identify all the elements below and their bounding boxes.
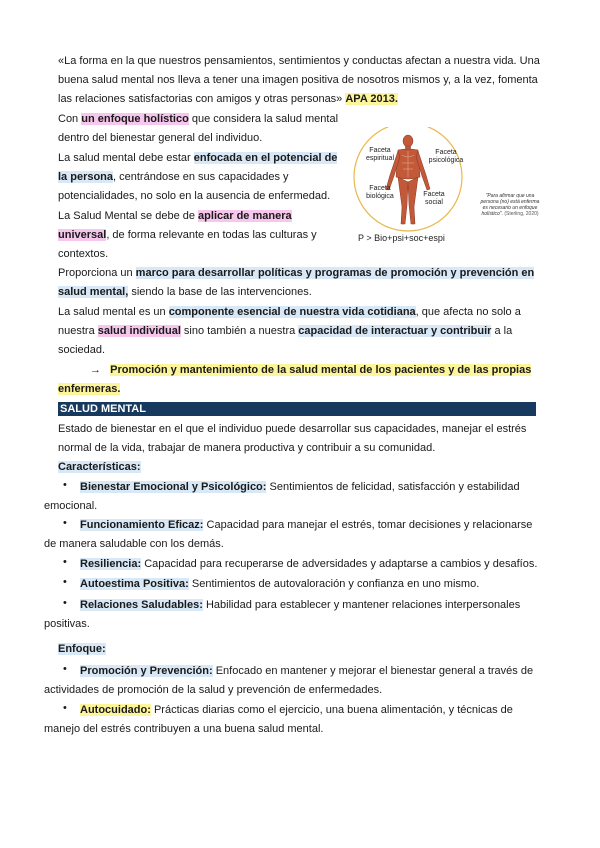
holistic-line-1 <box>58 110 338 130</box>
char-item-3 <box>80 555 537 575</box>
bullet-icon: • <box>63 479 67 491</box>
label-faceta-social: Faceta social <box>423 191 445 206</box>
char-item-1 <box>80 478 536 498</box>
potential-pre: La salud mental debe estar <box>58 152 194 164</box>
char-item-2-term: Funcionamiento Eficaz: <box>80 519 204 531</box>
approach-item-2-text: Prácticas diarias como el ejercicio, una buena alimentación, y técnicas de <box>150 704 513 716</box>
potential-highlight-1: enfocada en el potencial de <box>193 152 338 164</box>
bullet-icon: • <box>63 556 67 568</box>
bullet-icon: • <box>63 576 67 588</box>
characteristics-title <box>58 458 141 478</box>
label-faceta-psicologica: Faceta psicológica <box>428 149 464 164</box>
intro-quote-line-2: buena salud mental nos lleva a tener una imagen positiva de nosotros mismos y, a la vez, fomenta <box>58 74 538 86</box>
component-line2-mid: sino también a nuestra <box>180 325 299 337</box>
component-line-1 <box>58 303 521 323</box>
component-pre: La salud mental es un <box>58 306 169 318</box>
char-item-1-text: Sentimientos de felicidad, satisfacción y estabilidad <box>266 481 520 493</box>
approach-item-2 <box>80 701 536 721</box>
potential-line-1 <box>58 149 337 169</box>
char-item-5-text: Habilidad para establecer y mantener relaciones interpersonales <box>202 599 521 611</box>
label-faceta-biologica: Faceta biológica <box>366 185 394 200</box>
component-line-2 <box>58 322 512 342</box>
intro-quote-line-3 <box>58 90 398 110</box>
potential-line-2 <box>58 168 336 188</box>
figure-caption: P > Bio+psi+soc+espi <box>358 233 445 243</box>
framework-highlight-1: marco para desarrollar políticas y programas de promoción y prevención en <box>135 267 535 279</box>
bullet-icon: • <box>63 663 67 675</box>
framework-line-1 <box>58 264 534 284</box>
universal-post: , de forma relevante en todas las culturas y <box>106 229 317 241</box>
approach-item-2-cont: manejo del estrés contribuyen a una buena salud mental. <box>44 723 324 735</box>
universal-pre: La Salud Mental se debe de <box>58 210 199 222</box>
approach-item-1-cont: actividades de promoción de la salud y prevención de enfermedades. <box>44 684 383 696</box>
char-item-3-term: Resiliencia: <box>80 558 142 570</box>
figure-quote-source: (Sterling, 2020) <box>504 211 539 217</box>
framework-post: siendo la base de las intervenciones. <box>128 286 312 298</box>
component-highlight-1: componente esencial de nuestra vida cotidiana <box>168 306 416 318</box>
approach-item-1 <box>80 662 536 682</box>
figure-quote <box>478 193 542 217</box>
holistic-highlight: un enfoque holístico <box>81 113 189 125</box>
framework-pre: Proporciona un <box>58 267 136 279</box>
intro-quote-text: las relaciones satisfactorias con amigos y otras personas» <box>58 93 346 105</box>
char-item-2-cont: de manera saludable con los demás. <box>44 538 224 550</box>
holistic-post: que considera la salud mental <box>188 113 339 125</box>
universal-line-3: contextos. <box>58 248 109 260</box>
component-line2-post: a la <box>491 325 513 337</box>
potential-post: , centrándose en sus capacidades y <box>113 171 289 183</box>
promotion-highlight-2: enfermeras. <box>58 383 121 395</box>
universal-highlight-2: universal <box>58 229 107 241</box>
promotion-line-1 <box>90 361 531 381</box>
char-item-2 <box>80 516 536 536</box>
universal-line-2 <box>58 226 336 246</box>
char-item-4-term: Autoestima Positiva: <box>80 578 189 590</box>
definition-line-2: normal de la vida, trabajar de manera productiva y contribuir a su comunidad. <box>58 442 436 454</box>
arrow-icon: → <box>90 364 101 376</box>
universal-highlight-1: aplicar de manera <box>198 210 292 222</box>
component-highlight-2: salud individual <box>97 325 181 337</box>
char-item-4-text: Sentimientos de autovaloración y confianza en uno mismo. <box>188 578 480 590</box>
holistic-figure <box>340 127 540 262</box>
definition-line-1: Estado de bienestar en el que el individuo puede desarrollar sus capacidades, manejar el estrés <box>58 423 527 435</box>
char-item-5 <box>80 596 536 616</box>
framework-highlight-2: salud mental, <box>58 286 129 298</box>
holistic-line-2: dentro del bienestar general del individuo. <box>58 132 263 144</box>
potential-highlight-2: la persona <box>58 171 114 183</box>
component-line2-pre: nuestra <box>58 325 98 337</box>
framework-line-2 <box>58 283 312 303</box>
char-item-1-cont: emocional. <box>44 500 98 512</box>
potential-line-3: potencialidades, no solo en la ausencia de enfermedad. <box>58 190 331 202</box>
char-item-4 <box>80 575 479 595</box>
intro-quote-line-1: «La forma en la que nuestros pensamientos, sentimientos y conductas afectan a nuestra vida. Una <box>58 55 540 67</box>
approach-item-1-text: Enfocado en mantener y mejorar el bienestar general a través de <box>212 665 534 677</box>
universal-line-1 <box>58 207 336 227</box>
holistic-pre: Con <box>58 113 82 125</box>
approach-item-1-term: Promoción y Prevención: <box>80 665 213 677</box>
approach-title <box>58 640 106 660</box>
bullet-icon: • <box>63 517 67 529</box>
section-title-bar: SALUD MENTAL <box>58 402 536 416</box>
promotion-highlight-1: Promoción y mantenimiento de la salud mental de los pacientes y de las propias <box>110 364 532 376</box>
characteristics-title-text: Características: <box>58 461 141 473</box>
bullet-icon: • <box>63 597 67 609</box>
bullet-icon: • <box>63 702 67 714</box>
component-highlight-3: capacidad de interactuar y contribuir <box>298 325 492 337</box>
approach-title-text: Enfoque: <box>58 643 106 655</box>
char-item-5-term: Relaciones Saludables: <box>80 599 203 611</box>
apa-citation: APA 2013. <box>345 93 398 105</box>
char-item-1-term: Bienestar Emocional y Psicológico: <box>80 481 267 493</box>
char-item-5-cont: positivas. <box>44 618 90 630</box>
char-item-3-text: Capacidad para recuperarse de adversidades y adaptarse a cambios y desafíos. <box>141 558 538 570</box>
char-item-2-text: Capacidad para manejar el estrés, tomar decisiones y relacionarse <box>203 519 533 531</box>
approach-item-2-term: Autocuidado: <box>80 704 151 716</box>
label-faceta-espiritual: Faceta espiritual <box>365 147 394 162</box>
component-post: , que afecta no solo a <box>415 306 521 318</box>
figure-quote-text: "Para afirmar que una persona (no) está enferma es necesario un enfoque holístico". <box>480 193 540 217</box>
component-line-3: sociedad. <box>58 344 106 356</box>
promotion-line-2 <box>58 380 120 400</box>
